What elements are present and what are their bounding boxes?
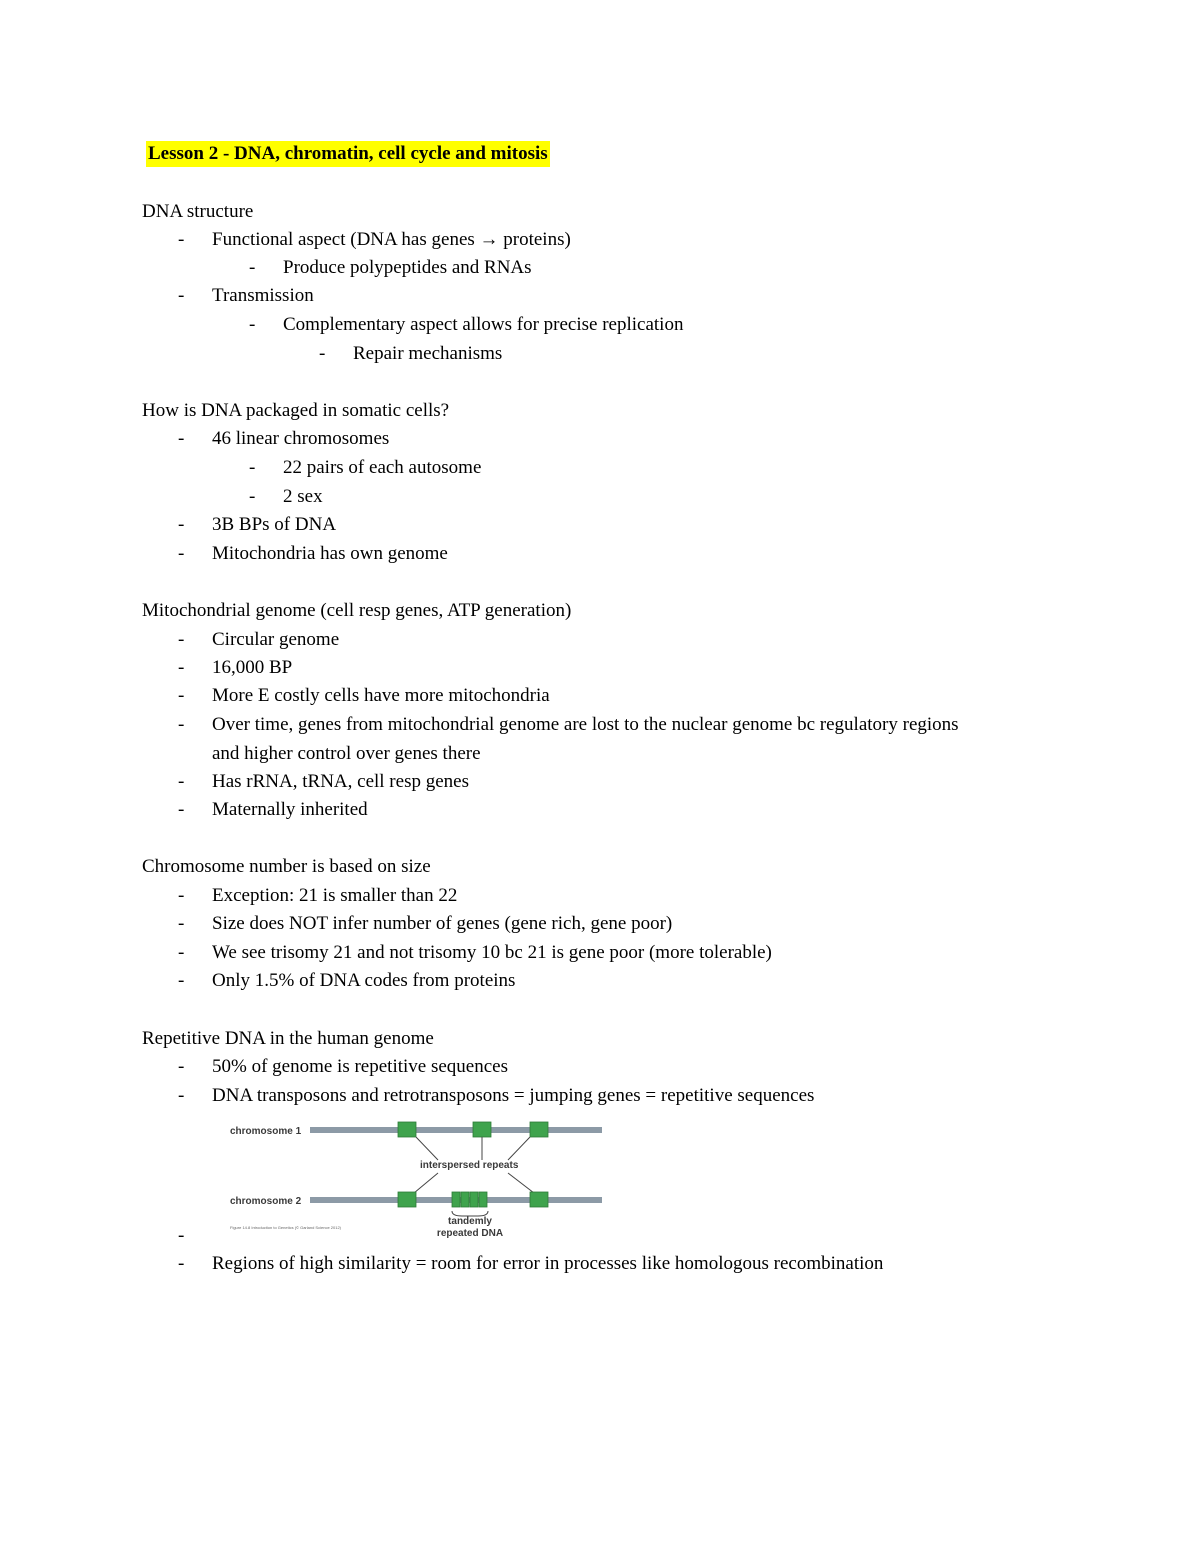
connector-line bbox=[414, 1173, 438, 1193]
bullet-dash: - bbox=[178, 913, 185, 934]
tandem-repeat-block bbox=[479, 1192, 487, 1207]
bullet-dash: - bbox=[178, 657, 185, 678]
repeat-block bbox=[530, 1192, 548, 1207]
chromosome-1-label: chromosome 1 bbox=[230, 1126, 302, 1137]
repeat-block bbox=[473, 1122, 491, 1137]
bullet-dash: - bbox=[178, 285, 185, 306]
bullet-dash: - bbox=[178, 771, 185, 792]
repeat-block bbox=[398, 1122, 416, 1137]
bullet-dash: - bbox=[178, 629, 185, 650]
bullet-dash: - bbox=[178, 1225, 185, 1246]
section-heading-chrom-number: Chromosome number is based on size bbox=[142, 856, 431, 877]
bullet-dash: - bbox=[178, 1085, 185, 1106]
bullet-dash: - bbox=[178, 685, 185, 706]
section-heading-repetitive: Repetitive DNA in the human genome bbox=[142, 1028, 434, 1049]
page-title: Lesson 2 - DNA, chromatin, cell cycle and mitosis bbox=[146, 141, 550, 167]
bullet-dash: - bbox=[178, 1056, 185, 1077]
interspersed-label: interspersed repeats bbox=[420, 1160, 519, 1171]
chromosome-2-label: chromosome 2 bbox=[230, 1196, 302, 1207]
repeat-block bbox=[398, 1192, 416, 1207]
section-heading-dna-structure: DNA structure bbox=[142, 201, 254, 222]
tandem-repeat-block bbox=[452, 1192, 460, 1207]
bullet-dash: - bbox=[178, 970, 185, 991]
bullet-dash: - bbox=[178, 714, 185, 735]
bullet-dash: - bbox=[178, 799, 185, 820]
figure-caption: Figure 14.8 Introduction to Genetics (© Garland Science 2012) bbox=[230, 1225, 342, 1230]
section-heading-packaging: How is DNA packaged in somatic cells? bbox=[142, 400, 450, 421]
section-heading-mito-genome: Mitochondrial genome (cell resp genes, ATP generation) bbox=[142, 600, 572, 621]
bullet-dash: - bbox=[249, 486, 256, 507]
bullet-dash: - bbox=[249, 457, 256, 478]
repeat-block bbox=[530, 1122, 548, 1137]
bullet-dash: - bbox=[178, 942, 185, 963]
bullet-dash: - bbox=[178, 543, 185, 564]
bullet-dash: - bbox=[178, 885, 185, 906]
connector-line bbox=[508, 1173, 534, 1193]
tandem-repeat-block bbox=[470, 1192, 478, 1207]
bullet-dash: - bbox=[249, 257, 256, 278]
tandem-repeat-block bbox=[461, 1192, 469, 1207]
bullet-dash: - bbox=[319, 343, 326, 364]
bullet-dash: - bbox=[178, 514, 185, 535]
bullet-dash: - bbox=[249, 314, 256, 335]
connector-line bbox=[508, 1137, 530, 1160]
repeats-figure bbox=[224, 1116, 608, 1244]
tandem-label-line2: repeated DNA bbox=[436, 1228, 504, 1239]
bullet-dash: - bbox=[178, 428, 185, 449]
bullet-dash: - bbox=[178, 229, 185, 250]
connector-line bbox=[416, 1137, 438, 1160]
tandem-label-line1: tandemly bbox=[448, 1216, 492, 1227]
bullet-dash: - bbox=[178, 1253, 185, 1274]
chromosome-1-bar bbox=[310, 1127, 602, 1133]
